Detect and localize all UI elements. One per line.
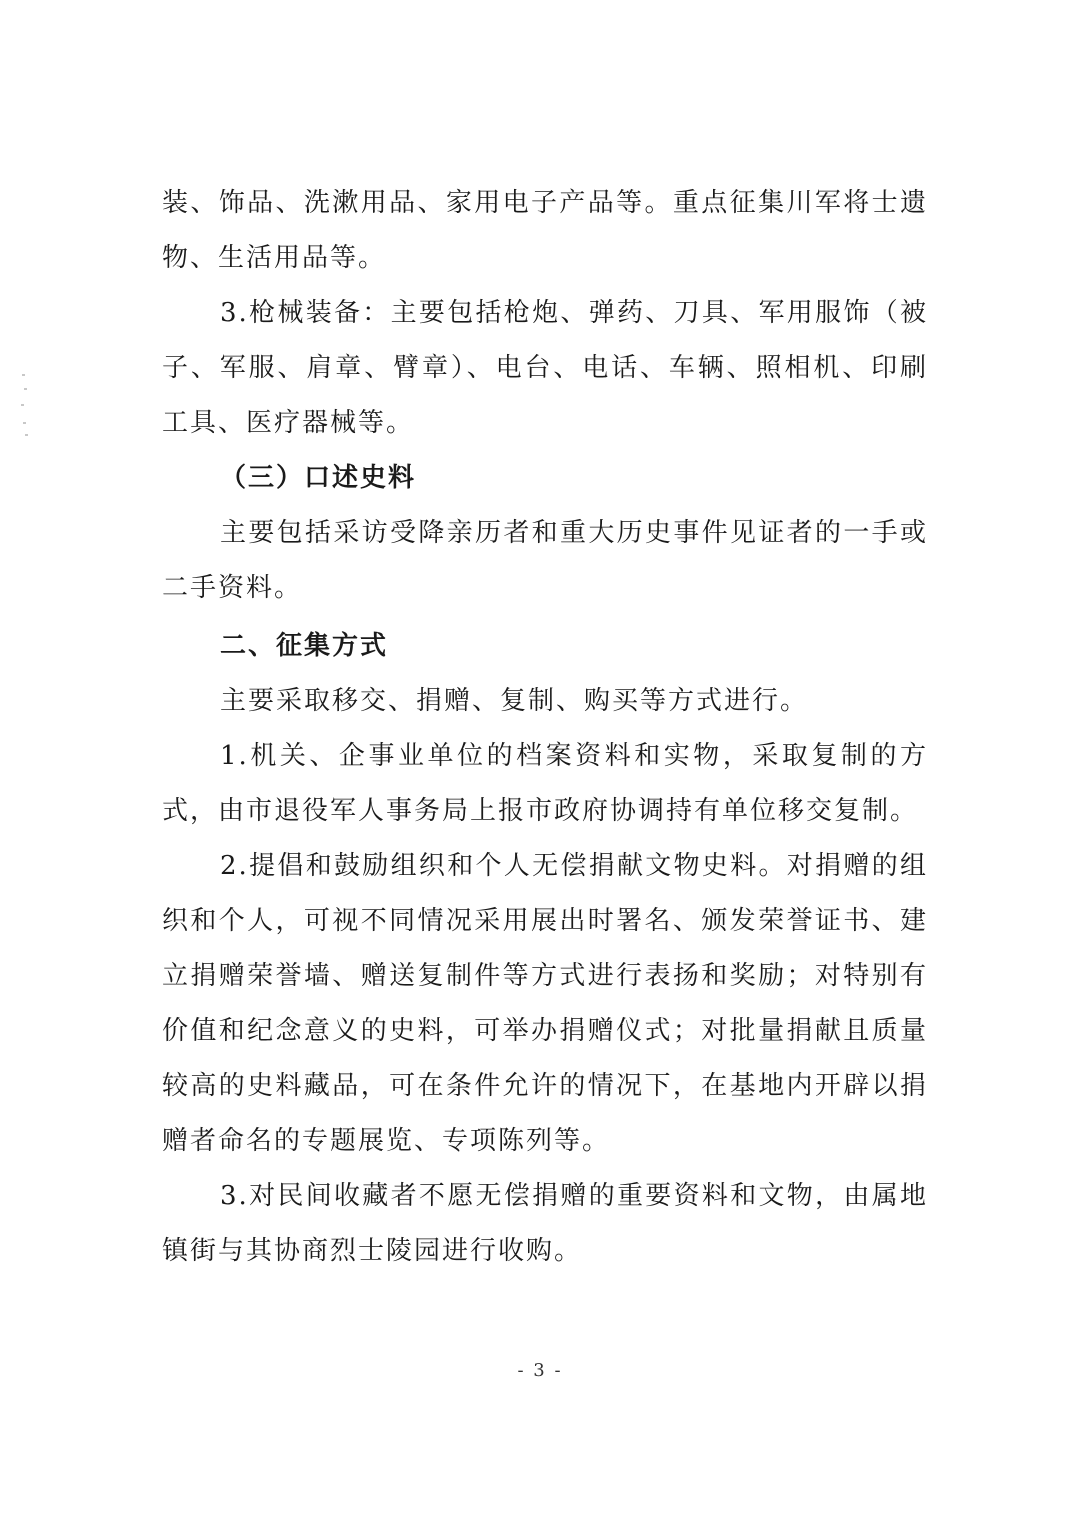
paragraph-oral-history: 主要包括采访受降亲历者和重大历史事件见证者的一手或二手资料。 (162, 518, 928, 603)
paragraph-method-1: 1.机关、企事业单位的档案资料和实物，采取复制的方式，由市退役军人事务局上报市政府协调持有单位移交复制。 (162, 741, 928, 826)
paragraph-weapons-equipment: 3.枪械装备：主要包括枪炮、弹药、刀具、军用服饰（被子、军服、肩章、臂章）、电台、电话、车辆、照相机、印刷工具、医疗器械等。 (162, 298, 928, 438)
paragraph-method-2: 2.提倡和鼓励组织和个人无偿捐献文物史料。对捐赠的组织和个人，可视不同情况采用展出时署名、颁发荣誉证书、建立捐赠荣誉墙、赠送复制件等方式进行表扬和奖励；对特别有价值和纪念意义的史料，可举办捐赠仪式；对批量捐献且质量较高的史料藏品，可在条件允许的情况下，在基地内开辟以捐赠者命名的专题展览、专项陈列等。 (162, 851, 928, 1156)
document-body (162, 176, 928, 1279)
heading-oral-history: （三）口述史料 (220, 463, 417, 493)
heading-collection-methods: 二、征集方式 (220, 631, 389, 661)
scan-margin-marks (20, 370, 30, 440)
paragraph-method-3: 3.对民间收藏者不愿无偿捐赠的重要资料和文物，由属地镇街与其协商烈士陵园进行收购。 (162, 1181, 928, 1266)
paragraph-methods-summary: 主要采取移交、捐赠、复制、购买等方式进行。 (220, 686, 809, 716)
paragraph-clothing-continuation: 装、饰品、洗漱用品、家用电子产品等。重点征集川军将士遗物、生活用品等。 (162, 188, 928, 273)
page-number: - 3 - (517, 1360, 563, 1381)
